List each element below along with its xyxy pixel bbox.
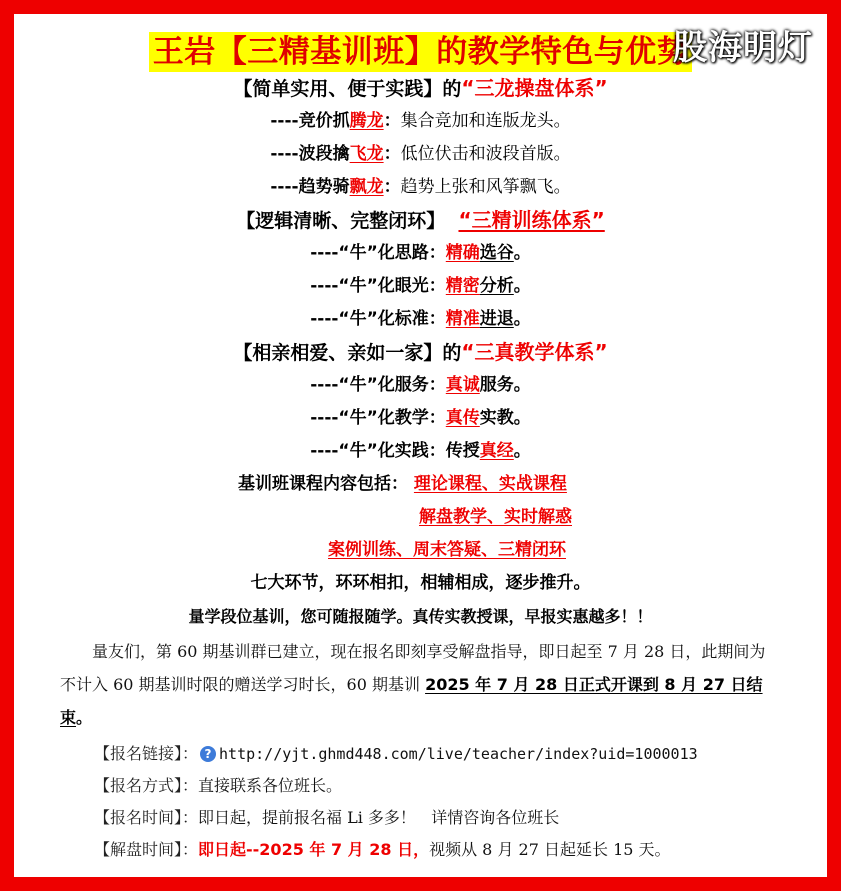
page-title: 王岩【三精基训班】的教学特色与优势 <box>149 32 693 72</box>
watermark: 股海明灯 <box>673 28 813 68</box>
list-item: ----“牛”化服务：真诚服务。 <box>310 375 531 395</box>
course-summary: 七大环节，环环相扣，相辅相成，逐步推升。 <box>250 573 591 593</box>
section-quote: “三龙操盘体系” <box>461 76 608 100</box>
list-item: ----“牛”化眼光：精密分析。 <box>310 276 531 296</box>
help-icon: ? <box>200 746 216 762</box>
section-quote: “三真教学体系” <box>461 340 608 364</box>
section-bracket: 【逻辑清晰、完整闭环】 <box>236 210 446 232</box>
registration-link[interactable]: http://yjt.ghmd448.com/live/teacher/index?uid=1000013 <box>219 745 698 763</box>
info-time: 【报名时间】：即日起，提前报名福 Li 多多！ 详情咨询各位班长 <box>94 808 560 827</box>
list-item: ----趋势骑飘龙：趋势上张和风筝飘飞。 <box>270 177 571 197</box>
section-heading-teaching <box>14 336 827 369</box>
announcement-paragraph: 量友们，第 60 期基训群已建立，现在报名即刻享受解盘指导，即日起至 7 月 28 日，此期间为不计入 60 期基训时限的赠送学习时长，60 期基训 2025 年 7 月 28 日正式开课到 8 月 27 日结束。 <box>60 642 766 727</box>
list-item: ----波段擒飞龙：低位伏击和波段首版。 <box>270 144 571 164</box>
section-bracket: 【简单实用、便于实践】的 <box>233 78 462 100</box>
course-row-3: 案例训练、周末答疑、三精闭环 <box>328 540 566 560</box>
list-item: ----“牛”化标准：精准进退。 <box>310 309 531 329</box>
section-heading-training <box>14 204 827 237</box>
info-method: 【报名方式】：直接联系各位班长。 <box>94 776 343 795</box>
course-label: 基训班课程内容包括： <box>238 474 408 494</box>
course-row-2: 解盘教学、实时解惑 <box>419 507 572 527</box>
info-review: 【解盘时间】：即日起--2025 年 7 月 28 日，视频从 8 月 27 日起延长 15 天。 <box>94 840 671 859</box>
info-link: 【报名链接】： ? http://yjt.ghmd448.com/live/teacher/index?uid=1000013 <box>94 744 698 763</box>
list-item: ----“牛”化实践：传授真经。 <box>310 441 531 461</box>
section-quote: “三精训练体系” <box>458 208 605 232</box>
course-row-1: 基训班课程内容包括： 理论课程、实战课程 <box>238 474 567 494</box>
list-item: ----竞价抓腾龙：集合竞加和连版龙头。 <box>270 111 571 131</box>
list-item: ----“牛”化思路：精确选谷。 <box>310 243 531 263</box>
section-bracket: 【相亲相爱、亲如一家】的 <box>233 342 462 364</box>
section-heading-dragons <box>14 72 827 105</box>
list-item: ----“牛”化教学：真传实教。 <box>310 408 531 428</box>
slogan: 量学段位基训，您可随报随学。真传实教授课，早报实惠越多！！ <box>188 607 653 626</box>
